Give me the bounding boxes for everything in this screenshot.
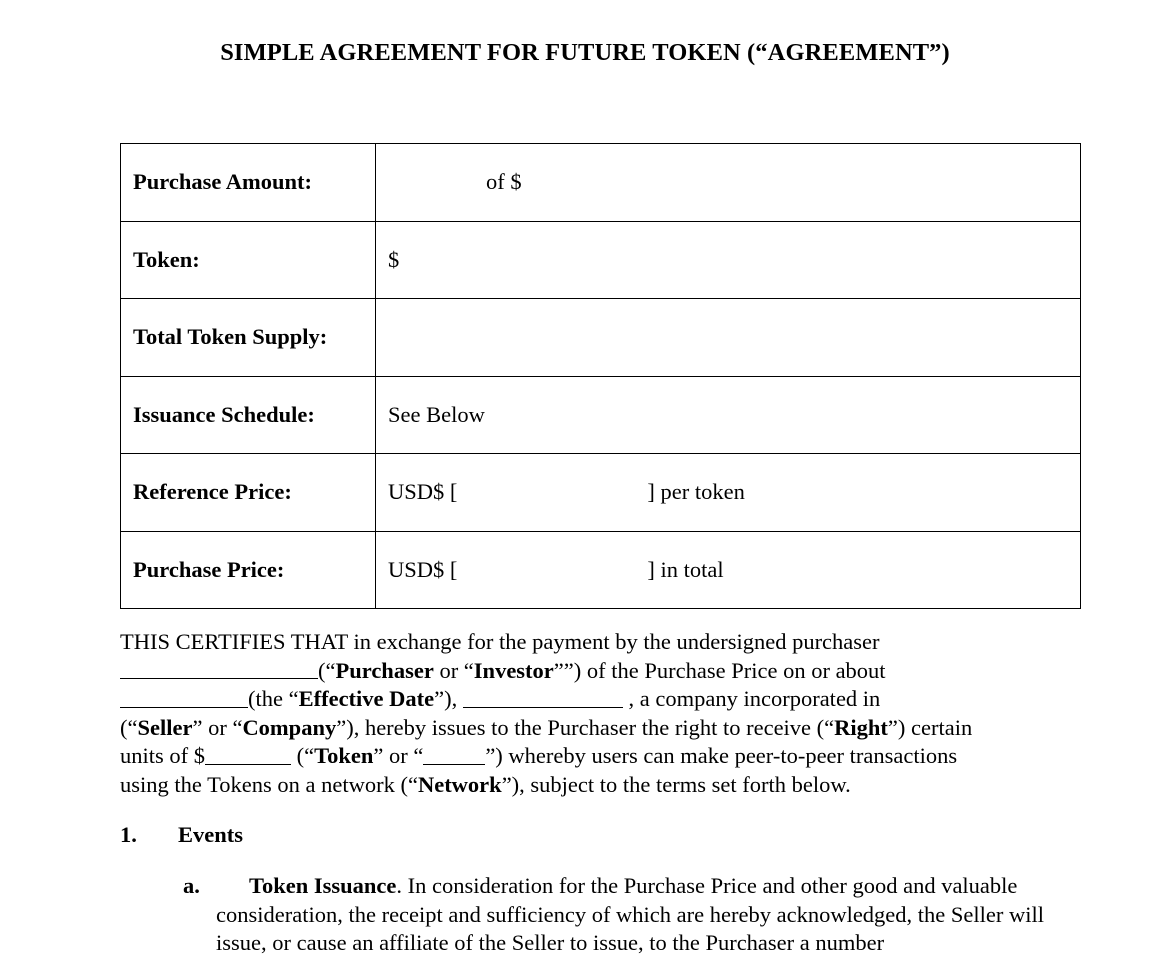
recital-line-6-close: ”), subject to the terms set forth below. xyxy=(501,771,851,797)
term-company: Company xyxy=(242,714,337,740)
section-title: Events xyxy=(178,822,244,847)
row-value-purchase-amount xyxy=(376,144,1081,222)
subitem-marker: a. xyxy=(183,873,200,898)
recital-line-4-close: ”) certain xyxy=(887,714,973,740)
row-value-reference-price xyxy=(376,454,1081,532)
recital-line-4-or: ” or “ xyxy=(192,714,243,740)
recital-line-4-mid: ”), hereby issues to the Purchaser the right to receive (“ xyxy=(336,714,835,740)
reference-price-suffix: ] per token xyxy=(647,479,745,505)
subitem-body xyxy=(183,872,1055,958)
term-network: Network xyxy=(417,771,502,797)
recital-line-5-paren: (“ xyxy=(291,743,315,769)
recital-line-1-text: THIS CERTIFIES THAT in exchange for the payment by the undersigned purchaser xyxy=(120,629,880,654)
subitem-token-issuance xyxy=(183,872,1055,958)
company-name-blank xyxy=(463,686,623,708)
row-label-token: Token: xyxy=(121,221,376,299)
recital-line-3-open: (the “ xyxy=(248,686,299,712)
purchase-price-suffix: ] in total xyxy=(647,556,724,582)
recital-line-4-open: (“ xyxy=(120,714,138,740)
purchaser-name-blank xyxy=(120,657,318,679)
row-label-total-token-supply: Total Token Supply: xyxy=(121,299,376,377)
table-row xyxy=(121,144,1081,222)
row-label-reference-price: Reference Price: xyxy=(121,454,376,532)
token-units-blank xyxy=(205,743,291,765)
section-number: 1. xyxy=(120,822,137,847)
row-value-token: $ xyxy=(376,221,1081,299)
recital-line-6-open: using the Tokens on a network (“ xyxy=(120,771,418,797)
subitem-text: . In consideration for the Purchase Price and other good and valuable consideration, the receipt and sufficiency of which are hereby acknowledged, the Seller will issue, or cause an affiliate of the Seller to issue, to the Purchaser a number xyxy=(216,873,1045,956)
table-row xyxy=(121,299,1081,377)
recital-line-4 xyxy=(120,714,1055,743)
recital-line-2-or: or “ xyxy=(433,657,474,683)
table-row xyxy=(121,531,1081,609)
recital-line-6 xyxy=(120,771,1055,800)
reference-price-prefix: USD$ [ xyxy=(388,479,458,505)
term-seller: Seller xyxy=(137,714,193,740)
recital-line-2 xyxy=(120,657,1055,686)
section-heading-events xyxy=(120,821,1055,850)
recital-line-5 xyxy=(120,742,1055,771)
term-purchaser: Purchaser xyxy=(335,657,434,683)
term-effective-date: Effective Date xyxy=(298,686,435,712)
recital-line-5-or: ” or “ xyxy=(373,743,424,769)
table-row xyxy=(121,454,1081,532)
row-value-total-token-supply xyxy=(376,299,1081,377)
table-row xyxy=(121,376,1081,454)
term-investor: Investor xyxy=(473,657,554,683)
recital-line-2-close: ””) of the Purchase Price on or about xyxy=(553,657,886,683)
term-token: Token xyxy=(314,743,374,769)
recital-line-3-tail: , a company incorporated in xyxy=(628,686,881,712)
row-label-purchase-price: Purchase Price: xyxy=(121,531,376,609)
table-row xyxy=(121,221,1081,299)
term-summary-table xyxy=(120,143,1081,609)
recital-line-5-open: units of $ xyxy=(120,743,206,769)
recital-line-5-close: ”) whereby users can make peer-to-peer transactions xyxy=(485,743,958,769)
recital-line-3-close: ”), xyxy=(434,686,458,712)
row-label-issuance-schedule: Issuance Schedule: xyxy=(121,376,376,454)
purchase-price-prefix: USD$ [ xyxy=(388,556,458,582)
page-title: SIMPLE AGREEMENT FOR FUTURE TOKEN (“AGREEMENT”) xyxy=(220,39,950,66)
purchase-amount-value: of $ xyxy=(486,169,522,195)
row-value-issuance-schedule: See Below xyxy=(376,376,1081,454)
recital-line-2-open: (“ xyxy=(318,657,336,683)
term-token-issuance: Token Issuance xyxy=(249,873,397,898)
row-value-purchase-price xyxy=(376,531,1081,609)
recital-line-3 xyxy=(120,685,1055,714)
recital-line-1 xyxy=(120,628,1055,657)
token-symbol-blank xyxy=(423,743,485,765)
term-right: Right xyxy=(834,714,888,740)
row-label-purchase-amount: Purchase Amount: xyxy=(121,144,376,222)
recital-paragraph xyxy=(120,628,1055,800)
effective-date-blank xyxy=(120,686,248,708)
